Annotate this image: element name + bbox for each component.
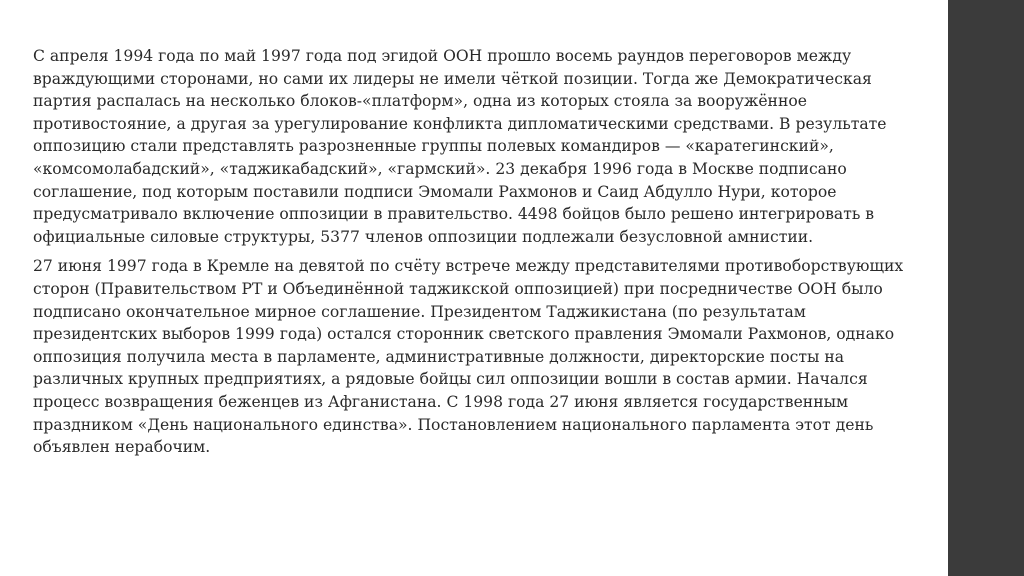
paragraph-peace-agreement: 27 июня 1997 года в Кремле на девятой по счёту встрече между представителями противоборствующих сторон (Правительством РТ и Объединённой таджикской оппозицией) при посредничестве ООН было подписано окончательное мирное соглашение. Президентом Таджикистана (по результатам президентских выборов 1999 года) остался сторонник светского правления Эмомали Рахмонов, однако оппозиция получила места в парламенте, административные должности, директорские посты на различных крупных предприятиях, а рядовые бойцы сил оппозиции вошли в состав армии. Начался процесс возвращения беженцев из Афганистана. С 1998 года 27 июня является государственным праздником «День национального единства». Постановлением национального парламента этот день объявлен нерабочим. [33, 257, 904, 457]
right-side-bar [948, 0, 1024, 576]
slide-text-body [33, 45, 923, 459]
paragraph-negotiations: С апреля 1994 года по май 1997 года под эгидой ООН прошло восемь раундов переговоров между враждующими сторонами, но сами их лидеры не имели чёткой позиции. Тогда же Демократическая партия распалась на несколько блоков-«платформ», одна из которых стояла за вооружённое противостояние, а другая за урегулирование конфликта дипломатическими средствами. В результате оппозицию стали представлять разрозненные группы полевых командиров — «каратегинский», «комсомолабадский», «таджикабадский», «гармский». 23 декабря 1996 года в Москве подписано соглашение, под которым поставили подписи Эмомали Рахмонов и Саид Абдулло Нури, которое предусматривало включение оппозиции в правительство. 4498 бойцов было решено интегрировать в официальные силовые структуры, 5377 членов оппозиции подлежали безусловной амнистии. [33, 47, 887, 246]
